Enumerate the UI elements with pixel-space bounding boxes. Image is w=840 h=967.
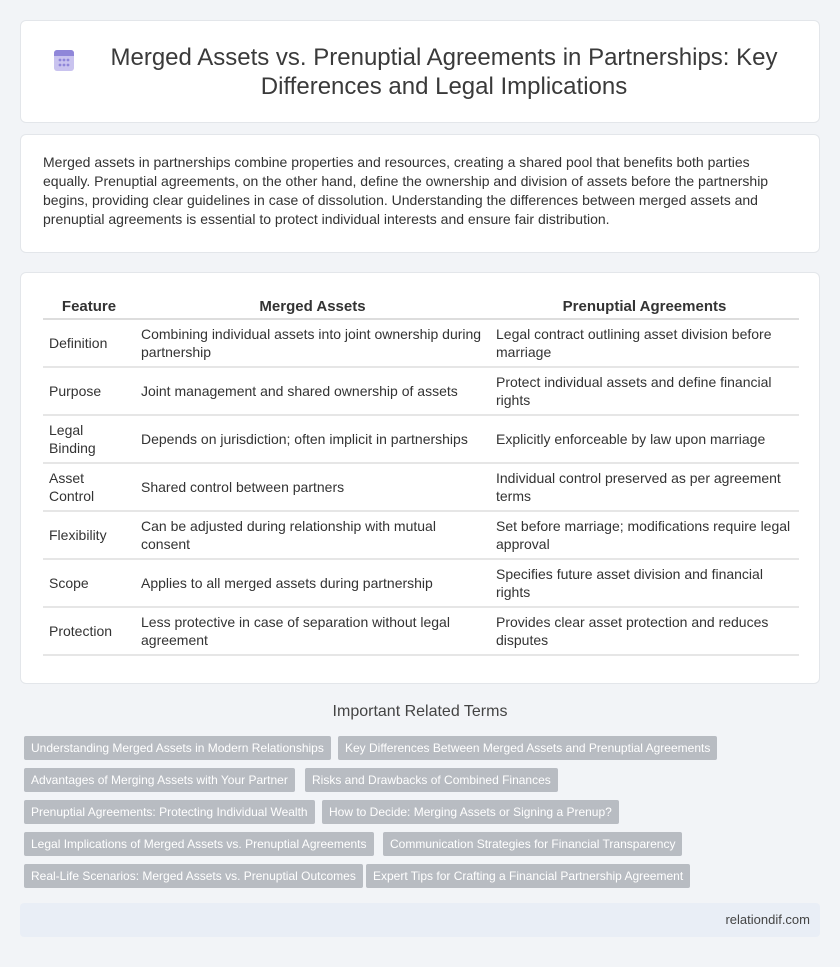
prenup-cell: Set before marriage; modifications require legal approval xyxy=(490,512,799,560)
table-row xyxy=(43,464,799,512)
prenup-cell: Legal contract outlining asset division before marriage xyxy=(490,320,799,368)
prenup-cell: Protect individual assets and define financial rights xyxy=(490,368,799,416)
related-term-tag[interactable]: Prenuptial Agreements: Protecting Individual Wealth xyxy=(24,800,315,824)
feature-cell: Purpose xyxy=(43,368,135,416)
merged-cell: Combining individual assets into joint ownership during partnership xyxy=(135,320,490,368)
feature-cell: Legal Binding xyxy=(43,416,135,464)
related-term-tag[interactable]: Understanding Merged Assets in Modern Relationships xyxy=(24,736,331,760)
related-term-tag[interactable]: Advantages of Merging Assets with Your Partner xyxy=(24,768,295,792)
document-icon xyxy=(51,47,77,73)
table-row xyxy=(43,320,799,368)
comparison-table xyxy=(43,293,799,656)
related-term-tag[interactable]: Communication Strategies for Financial Transparency xyxy=(383,832,682,856)
table-row xyxy=(43,368,799,416)
related-term-tag[interactable]: Expert Tips for Crafting a Financial Partnership Agreement xyxy=(366,864,690,888)
related-term-tag[interactable]: How to Decide: Merging Assets or Signing a Prenup? xyxy=(322,800,619,824)
merged-cell: Joint management and shared ownership of assets xyxy=(135,368,490,416)
prenup-cell: Individual control preserved as per agreement terms xyxy=(490,464,799,512)
intro-text: Merged assets in partnerships combine properties and resources, creating a shared pool that benefits both parties equally. Prenuptial agreements, on the other hand, define the ownership and division of assets before the partnership begins, providing clear guidelines in case of dissolution. Understanding the differences between merged assets and prenuptial agreements is essential to protect individual interests and ensure fair distribution. xyxy=(43,154,769,227)
intro-card xyxy=(20,134,820,253)
related-term-tag[interactable]: Real-Life Scenarios: Merged Assets vs. Prenuptial Outcomes xyxy=(24,864,363,888)
feature-cell: Scope xyxy=(43,560,135,608)
feature-cell: Protection xyxy=(43,608,135,656)
related-term-tag[interactable]: Legal Implications of Merged Assets vs. Prenuptial Agreements xyxy=(24,832,374,856)
footer-site-link[interactable]: relationdif.com xyxy=(725,912,810,927)
related-term-tag[interactable]: Key Differences Between Merged Assets and Prenuptial Agreements xyxy=(338,736,717,760)
table-header-row xyxy=(43,293,799,320)
table-row xyxy=(43,560,799,608)
prenup-cell: Explicitly enforceable by law upon marriage xyxy=(490,416,799,464)
table-row xyxy=(43,416,799,464)
merged-cell: Shared control between partners xyxy=(135,464,490,512)
table-row xyxy=(43,512,799,560)
prenup-cell: Specifies future asset division and financial rights xyxy=(490,560,799,608)
merged-cell: Less protective in case of separation without legal agreement xyxy=(135,608,490,656)
merged-cell: Applies to all merged assets during partnership xyxy=(135,560,490,608)
header-merged-assets: Merged Assets xyxy=(135,293,490,320)
footer xyxy=(20,903,820,937)
table-row xyxy=(43,608,799,656)
header-prenuptial: Prenuptial Agreements xyxy=(490,293,799,320)
header-card xyxy=(20,20,820,123)
feature-cell: Flexibility xyxy=(43,512,135,560)
feature-cell: Definition xyxy=(43,320,135,368)
page-title: Merged Assets vs. Prenuptial Agreements in Partnerships: Key Differences and Legal Implications xyxy=(110,43,778,100)
header-feature: Feature xyxy=(43,293,135,320)
merged-cell: Can be adjusted during relationship with mutual consent xyxy=(135,512,490,560)
related-term-tag[interactable]: Risks and Drawbacks of Combined Finances xyxy=(305,768,558,792)
prenup-cell: Provides clear asset protection and reduces disputes xyxy=(490,608,799,656)
comparison-card xyxy=(20,272,820,684)
feature-cell: Asset Control xyxy=(43,464,135,512)
related-terms-title: Important Related Terms xyxy=(332,703,508,720)
merged-cell: Depends on jurisdiction; often implicit in partnerships xyxy=(135,416,490,464)
